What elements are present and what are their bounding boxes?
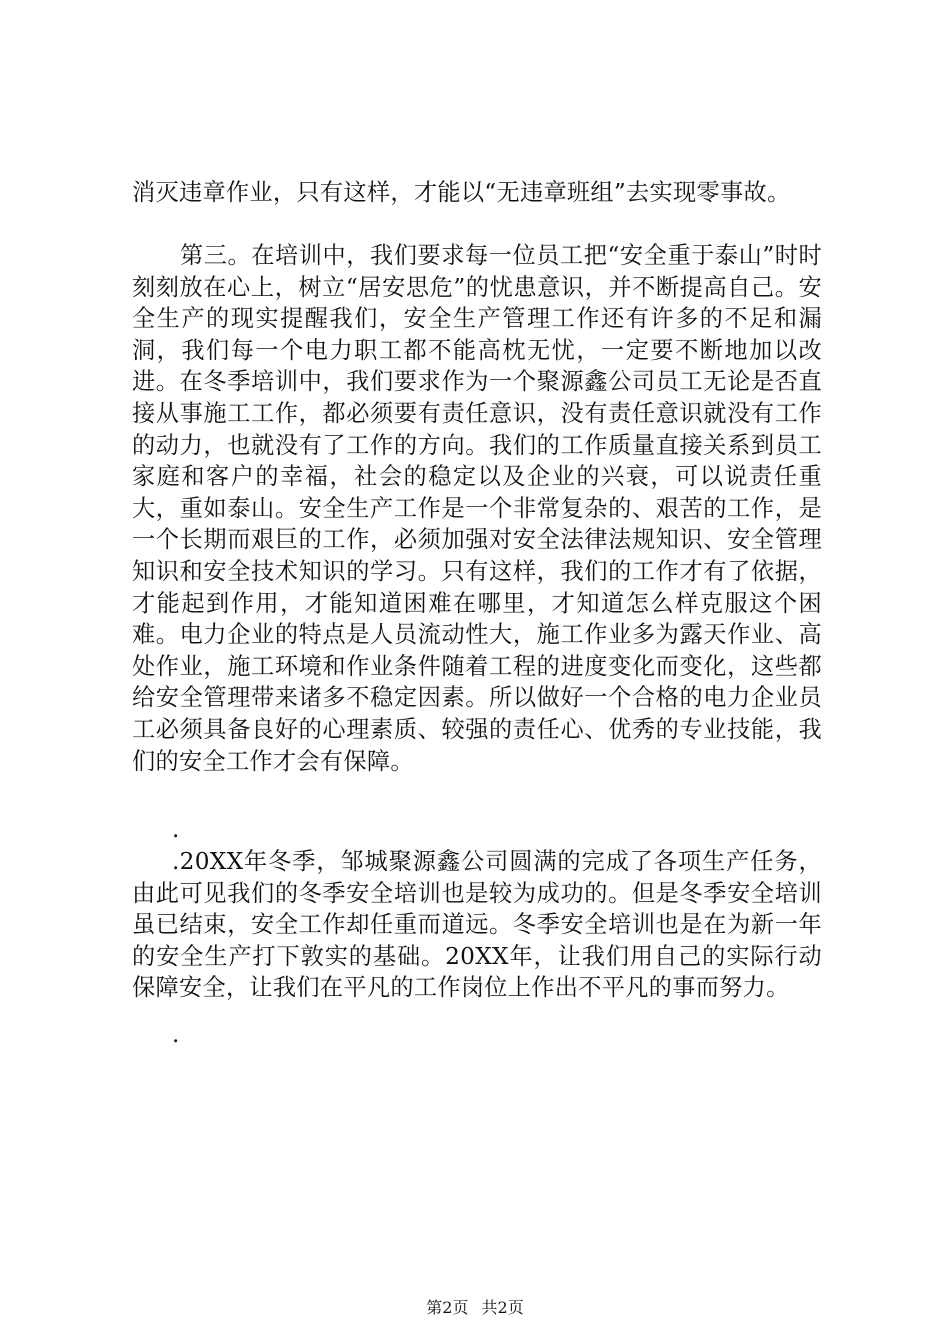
page-number: 第2页 bbox=[426, 1298, 469, 1317]
separator-dot: . bbox=[172, 1022, 180, 1048]
paragraph-third-point: 第三。在培训中，我们要求每一位员工把“安全重于泰山”时时刻刻放在心上，树立“居安思危”的忧患意识，并不断提高自己。安全生产的现实提醒我们，安全生产管理工作还有许多的不足和漏洞，我们每一个电力职工都不能高枕无忧，一定要不断地加以改进。在冬季培训中，我们要求作为一个聚源鑫公司员工无论是否直接从事施工工作，都必须要有责任意识，没有责任意识就没有工作的动力，也就没有了工作的方向。我们的工作质量直接关系到员工家庭和客户的幸福，社会的稳定以及企业的兴衰，可以说责任重大，重如泰山。安全生产工作是一个非常复杂的、艰苦的工作，是一个长期而艰巨的工作，必须加强对安全法律法规知识、安全管理知识和安全技术知识的学习。只有这样，我们的工作才有了依据，才能起到作用，才能知道困难在哪里，才知道怎么样克服这个困难。电力企业的特点是人员流动性大，施工作业多为露天作业、高处作业，施工环境和作业条件随着工程的进度变化而变化，这些都给安全管理带来诸多不稳定因素。所以做好一个合格的电力企业员工必须具备良好的心理素质、较强的责任心、优秀的专业技能，我们的安全工作才会有保障。 bbox=[132, 242, 822, 775]
paragraph-continuation: 消灭违章作业，只有这样，才能以“无违章班组”去实现零事故。 bbox=[132, 179, 791, 206]
paragraph-conclusion: .20XX年冬季，邹城聚源鑫公司圆满的完成了各项生产任务，由此可见我们的冬季安全培训也是较为成功的。但是冬季安全培训虽已结束，安全工作却任重而道远。冬季安全培训也是在为新一年的安全生产打下敦实的基础。20XX年，让我们用自己的实际行动保障安全，让我们在平凡的工作岗位上作出不平凡的事而努力。 bbox=[132, 848, 822, 1002]
page-total: 共2页 bbox=[481, 1298, 524, 1317]
separator-dot: . bbox=[172, 817, 180, 843]
page-footer bbox=[0, 1298, 950, 1318]
